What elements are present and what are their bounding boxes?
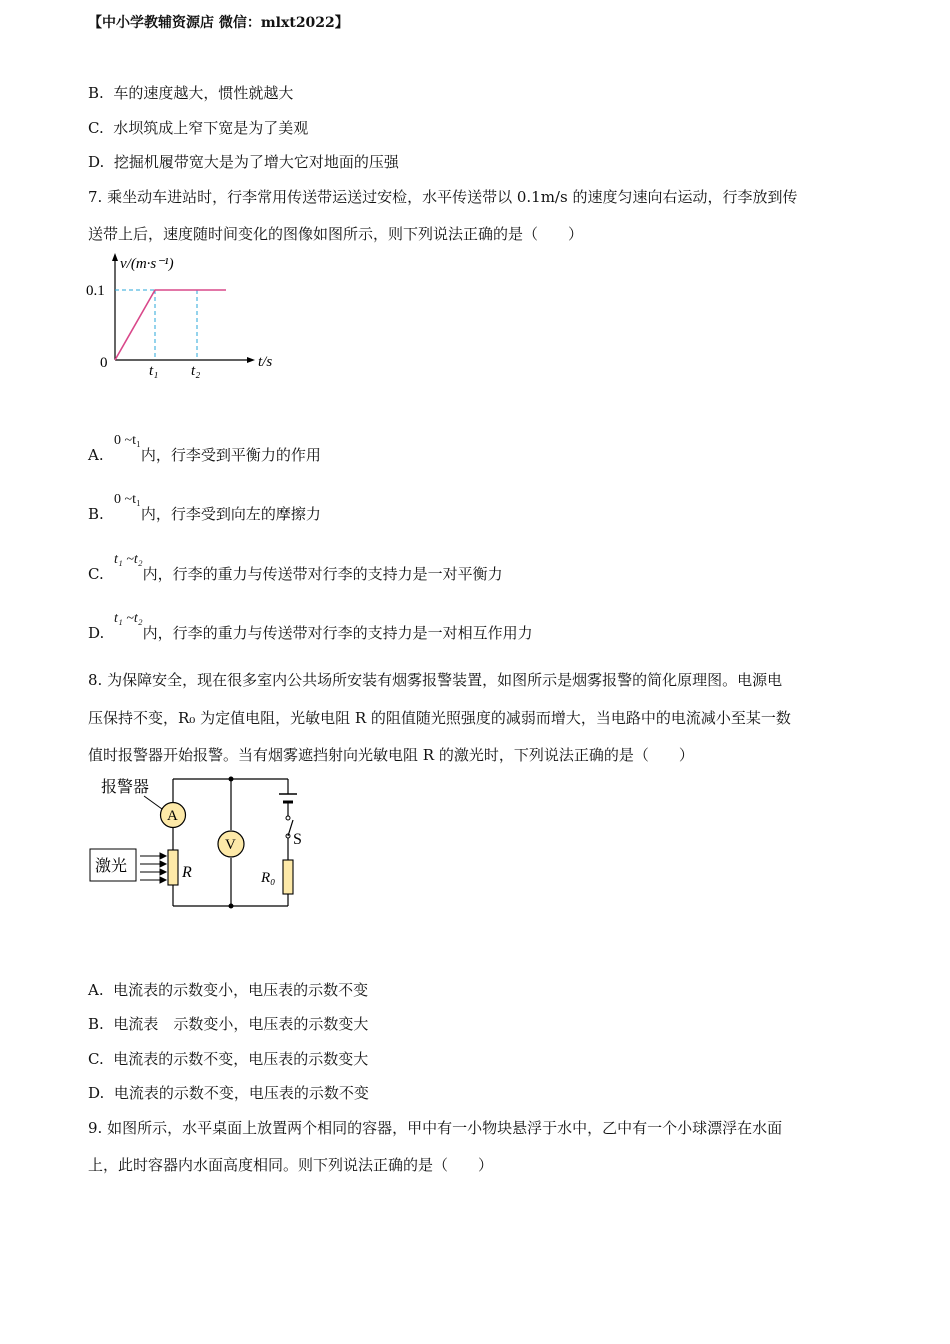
option-label: D. [88, 153, 105, 171]
q8-option-d [88, 1082, 369, 1103]
option-label: B. [88, 84, 104, 102]
laser-arrows [140, 853, 166, 883]
y-axis-label: v/(m·s⁻¹) [120, 256, 174, 272]
y-tick-label: 0.1 [86, 283, 105, 299]
r-label: R [182, 864, 192, 881]
q8-option-b [88, 1013, 368, 1034]
q7-option-b [88, 492, 321, 524]
option-label: B. [88, 1015, 104, 1033]
q7-option-c [88, 552, 503, 584]
option-text: 电流表的示数变小，电压表的示数不变 [113, 981, 369, 999]
r0-resistor [283, 860, 293, 894]
q9-line2: 上，此时容器内水面高度相同。则下列说法正确的是（ ） [88, 1156, 494, 1174]
q8-line1: 8. 为保障安全，现在很多室内公共场所安装有烟雾报警装置，如图所示是烟雾报警的简化原理图。电源电 [88, 671, 783, 689]
switch-label: S [293, 831, 302, 848]
option-text: 水坝筑成上窄下宽是为了美观 [113, 119, 309, 137]
x-axis-label: t/s [258, 354, 273, 370]
option-text: 内，行李的重力与传送带对行李的支持力是一对相互作用力 [142, 624, 533, 642]
option-label: B. [88, 505, 104, 523]
time-range: 0 ~t₁ [114, 492, 141, 507]
photoresistor [168, 850, 178, 885]
q8-line2: 压保持不变，R₀ 为定值电阻，光敏电阻 R 的阻值随光照强度的减弱而增大，当电路中的电流减小至某一数 [88, 709, 791, 727]
option-text: 电流表的示数不变，电压表的示数变大 [113, 1050, 369, 1068]
x-axis-arrow [247, 357, 255, 363]
q7-vt-graph [84, 248, 304, 388]
q7-option-d [88, 611, 533, 643]
option-label: D. [88, 624, 105, 642]
option-text: 电流表的示数不变，电压表的示数不变 [113, 1084, 369, 1102]
origin-label: 0 [100, 355, 108, 371]
option-label: C. [88, 565, 104, 583]
velocity-line [115, 290, 226, 360]
q7-line2: 送带上后，速度随时间变化的图像如图所示，则下列说法正确的是（ ） [88, 225, 584, 243]
junction-dot [229, 904, 234, 909]
t2-label: t₂ [191, 363, 201, 379]
switch-contact [286, 816, 290, 820]
q8-line3: 值时报警器开始报警。当有烟雾遮挡射向光敏电阻 R 的激光时，下列说法正确的是（ ） [88, 746, 694, 764]
q7-option-a [88, 433, 321, 465]
option-label: D. [88, 1084, 105, 1102]
option-text: 内，行李受到平衡力的作用 [140, 446, 321, 464]
q8-option-a [88, 979, 368, 1000]
q6-option-d [88, 151, 399, 172]
option-label: A. [88, 446, 104, 464]
option-label: C. [88, 1050, 104, 1068]
y-axis-arrow [112, 253, 118, 261]
time-range: t₁ ~t₂ [114, 611, 143, 626]
voltmeter-label: V [225, 837, 236, 853]
option-label: C. [88, 119, 104, 137]
r0-label: R₀ [261, 870, 276, 886]
option-text: 挖掘机履带宽大是为了增大它对地面的压强 [113, 153, 399, 171]
option-text: 内，行李受到向左的摩擦力 [140, 505, 321, 523]
option-text: 内，行李的重力与传送带对行李的支持力是一对平衡力 [142, 565, 503, 583]
q7-line1: 7. 乘坐动车进站时，行李常用传送带运送过安检，水平传送带以 0.1m/s 的速度匀速向右运动，行李放到传 [88, 188, 798, 206]
q6-option-c [88, 117, 308, 138]
option-text: 车的速度越大，惯性就越大 [113, 84, 294, 102]
option-text: 电流表 示数变小，电压表的示数变大 [113, 1015, 369, 1033]
option-label: A. [88, 981, 104, 999]
ammeter-label: A [167, 808, 178, 824]
alarm-label: 报警器 [101, 779, 150, 796]
t1-label: t₁ [149, 363, 159, 379]
junction-dot [229, 777, 234, 782]
laser-label: 激光 [95, 858, 128, 875]
alarm-pointer [144, 796, 162, 809]
q8-option-c [88, 1048, 368, 1069]
header-text: 【中小学教辅资源店 微信：mlxt2022】 [88, 15, 349, 31]
q6-option-b [88, 82, 293, 103]
q8-circuit-diagram [86, 772, 316, 914]
time-range: 0 ~t₁ [114, 433, 141, 448]
q9-line1: 9. 如图所示，水平桌面上放置两个相同的容器，甲中有一小物块悬浮于水中，乙中有一个小球漂浮在水面 [88, 1119, 783, 1137]
time-range: t₁ ~t₂ [114, 552, 143, 567]
